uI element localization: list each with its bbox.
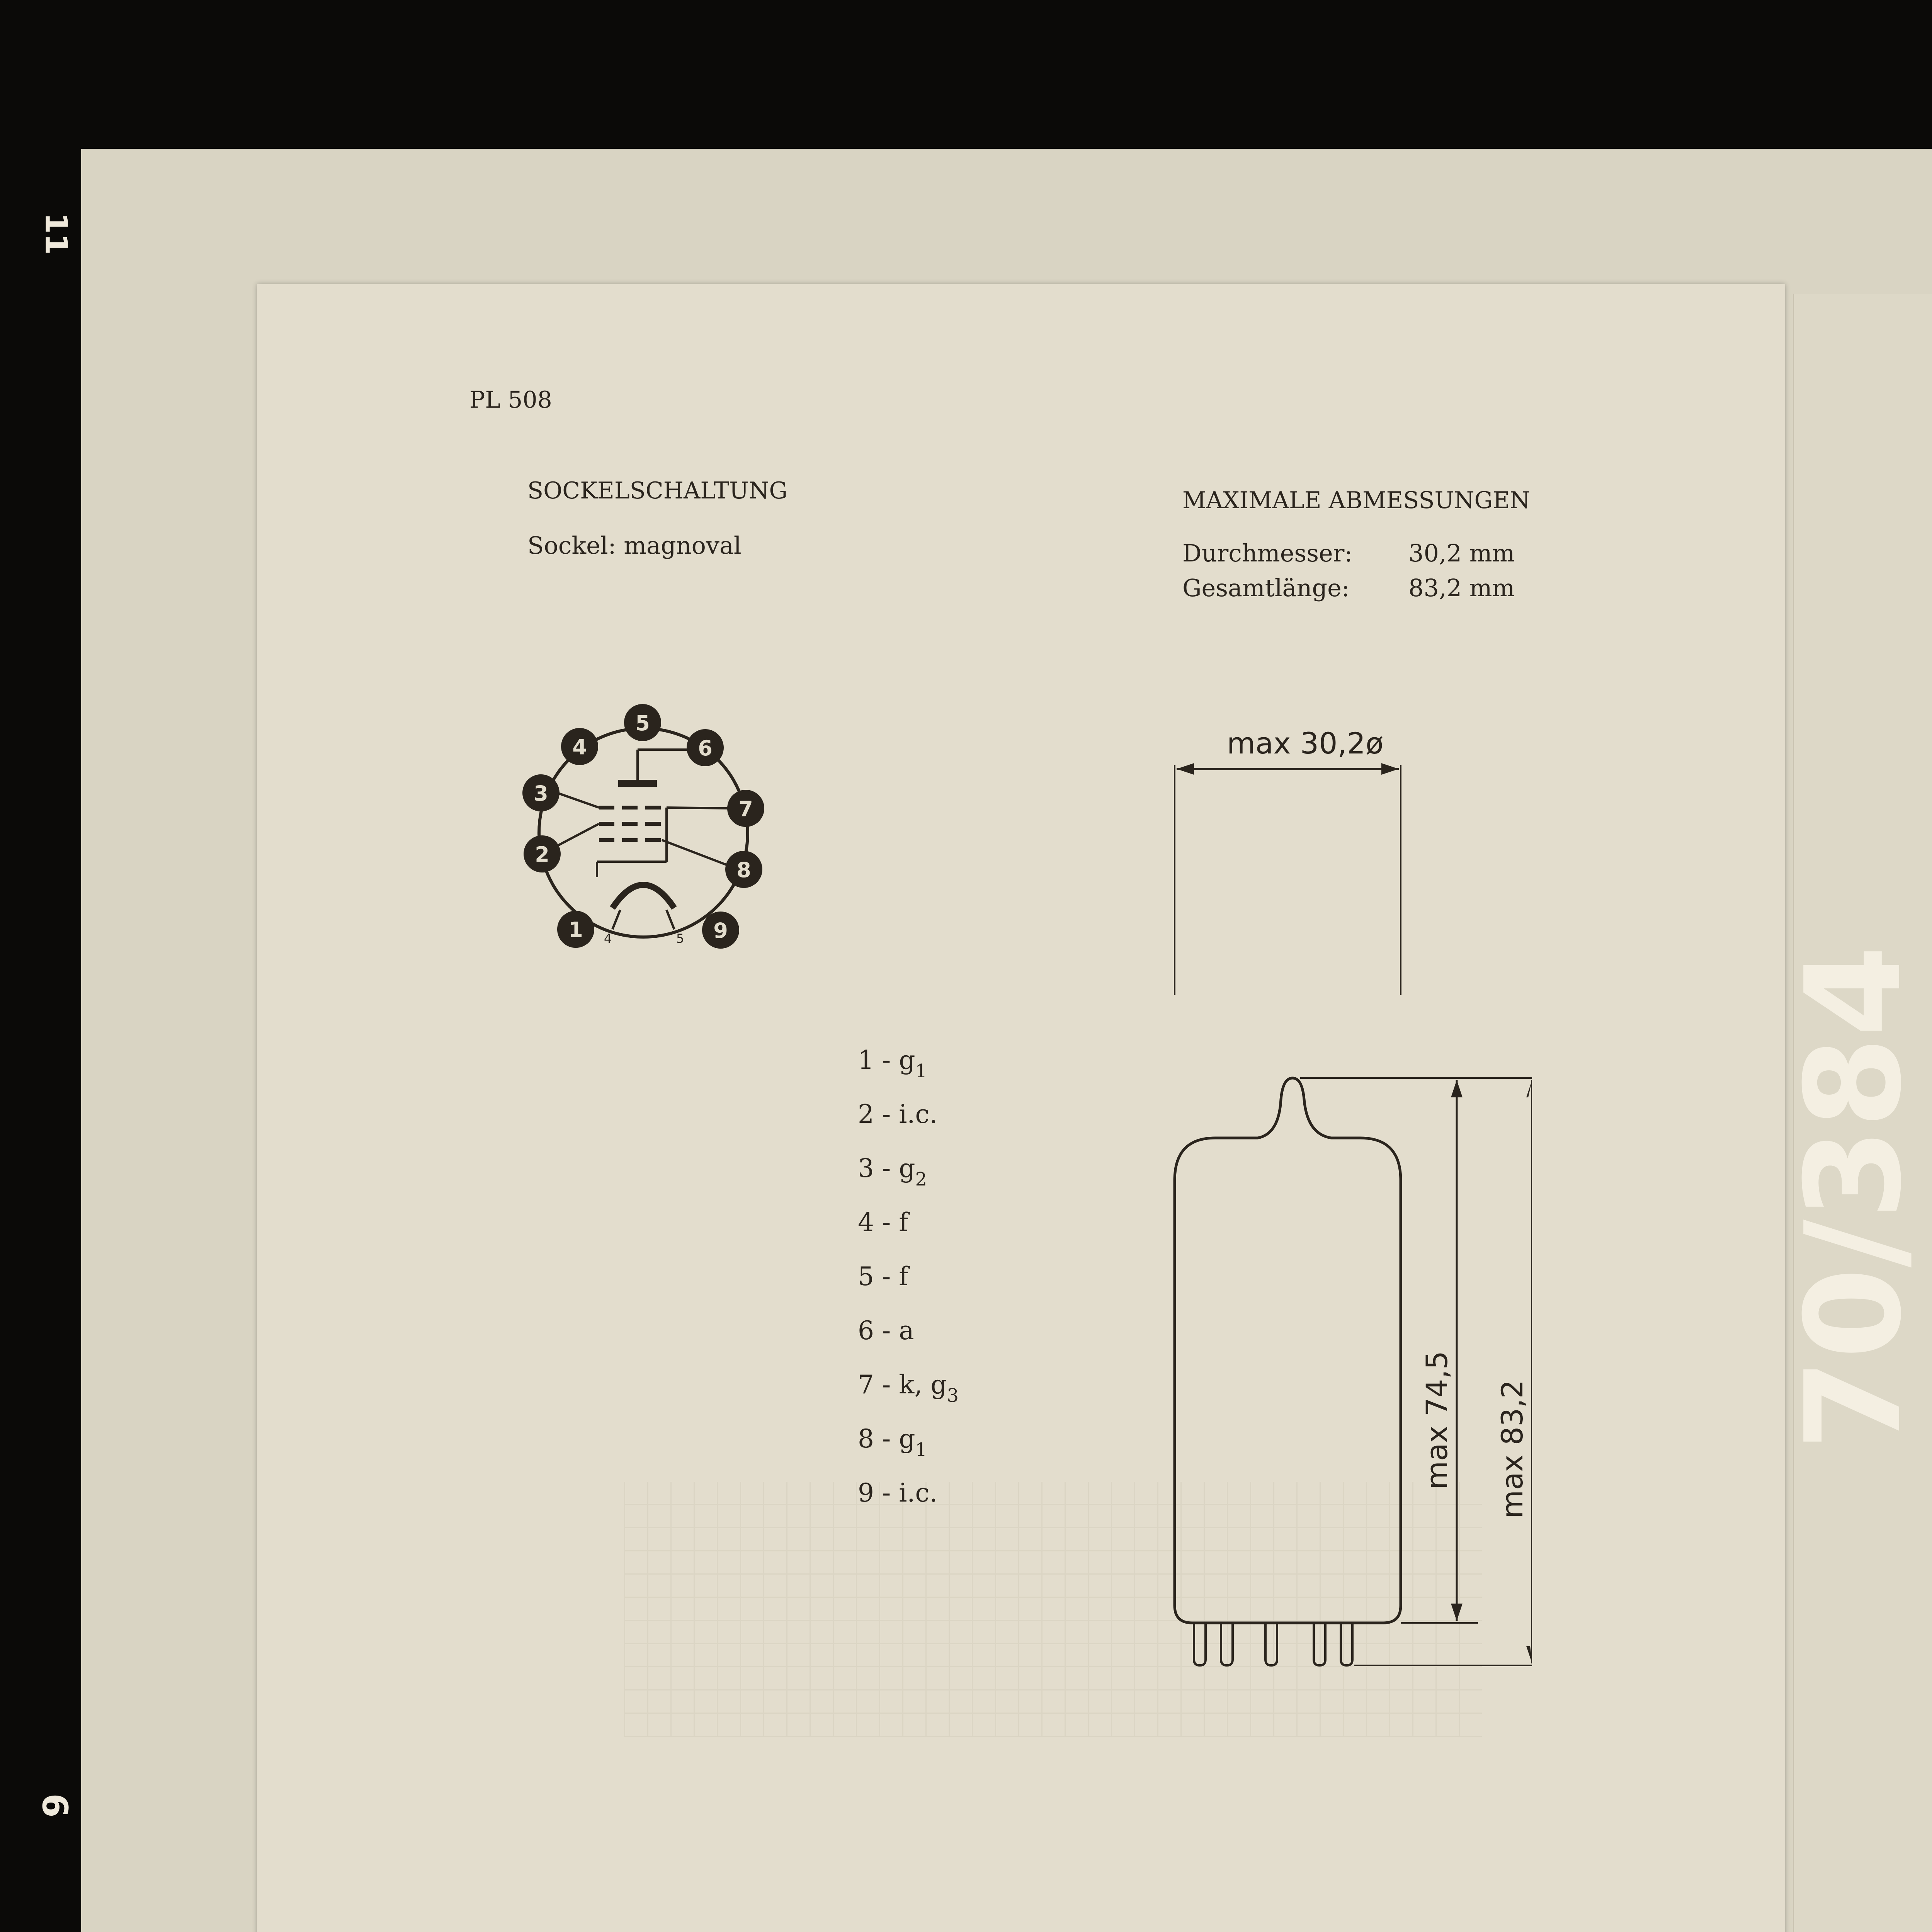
svg-text:4: 4 bbox=[572, 735, 587, 759]
pin-8-marker bbox=[725, 851, 762, 888]
film-edge-mark-mid: 6 bbox=[34, 1793, 75, 1818]
svg-text:6: 6 bbox=[698, 736, 713, 760]
diameter-label: Durchmesser: bbox=[1182, 539, 1353, 567]
socket-label: Sockel: magnoval bbox=[527, 531, 742, 560]
length-value: 83,2 mm bbox=[1408, 574, 1515, 602]
tube-type-title: PL 508 bbox=[469, 386, 552, 413]
pin-row: 7 - k, $g_3$ bbox=[858, 1370, 959, 1406]
filament-label: 5 bbox=[676, 931, 684, 946]
svg-text:3: 3 bbox=[534, 781, 548, 806]
pin-row: 9 - i.c. bbox=[858, 1478, 938, 1508]
pin-row: 6 - a bbox=[858, 1316, 914, 1345]
handwritten-film-number: 70/384 bbox=[1777, 945, 1930, 1451]
pin-4-marker bbox=[561, 728, 598, 765]
pin-5-marker bbox=[624, 704, 661, 741]
filament-label: 4 bbox=[604, 931, 612, 946]
datasheet-page bbox=[257, 284, 1785, 1932]
pin-row: 4 - f bbox=[858, 1208, 908, 1237]
film-edge-mark-top: 11 bbox=[38, 213, 73, 255]
socket-diagram bbox=[512, 699, 806, 978]
pin-9-marker bbox=[702, 912, 739, 949]
pin-row: $3 - g_2$ bbox=[858, 1153, 927, 1190]
svg-text:2: 2 bbox=[535, 842, 549, 867]
pin-2-marker bbox=[524, 835, 561, 872]
width-dimension-label: max 30,2ø bbox=[1227, 726, 1384, 760]
socket-heading: SOCKELSCHALTUNG bbox=[527, 477, 788, 504]
pin-3-marker bbox=[522, 774, 560, 811]
anode-plate bbox=[618, 780, 657, 787]
inner-height-label: max 74,5 bbox=[1420, 1351, 1454, 1490]
pin-1-marker bbox=[557, 911, 594, 948]
pin-row: $1 - g_1$ bbox=[858, 1045, 927, 1082]
svg-text:8: 8 bbox=[736, 858, 751, 882]
diameter-value: 30,2 mm bbox=[1408, 539, 1515, 567]
pin-row: $8 - g_1$ bbox=[858, 1424, 927, 1461]
tube-dimension-drawing bbox=[1146, 717, 1532, 1783]
length-label: Gesamtlänge: bbox=[1182, 574, 1350, 602]
total-height-label: max 83,2 bbox=[1495, 1380, 1529, 1519]
svg-text:5: 5 bbox=[635, 711, 650, 735]
svg-text:1: 1 bbox=[568, 918, 583, 942]
pin-6-marker bbox=[687, 729, 724, 766]
dimensions-heading: MAXIMALE ABMESSUNGEN bbox=[1182, 487, 1530, 514]
svg-text:7: 7 bbox=[738, 797, 753, 821]
svg-text:9: 9 bbox=[713, 918, 728, 943]
pin-row: 5 - f bbox=[858, 1262, 908, 1291]
pin-7-marker bbox=[727, 790, 764, 827]
pin-row: 2 - i.c. bbox=[858, 1099, 938, 1129]
